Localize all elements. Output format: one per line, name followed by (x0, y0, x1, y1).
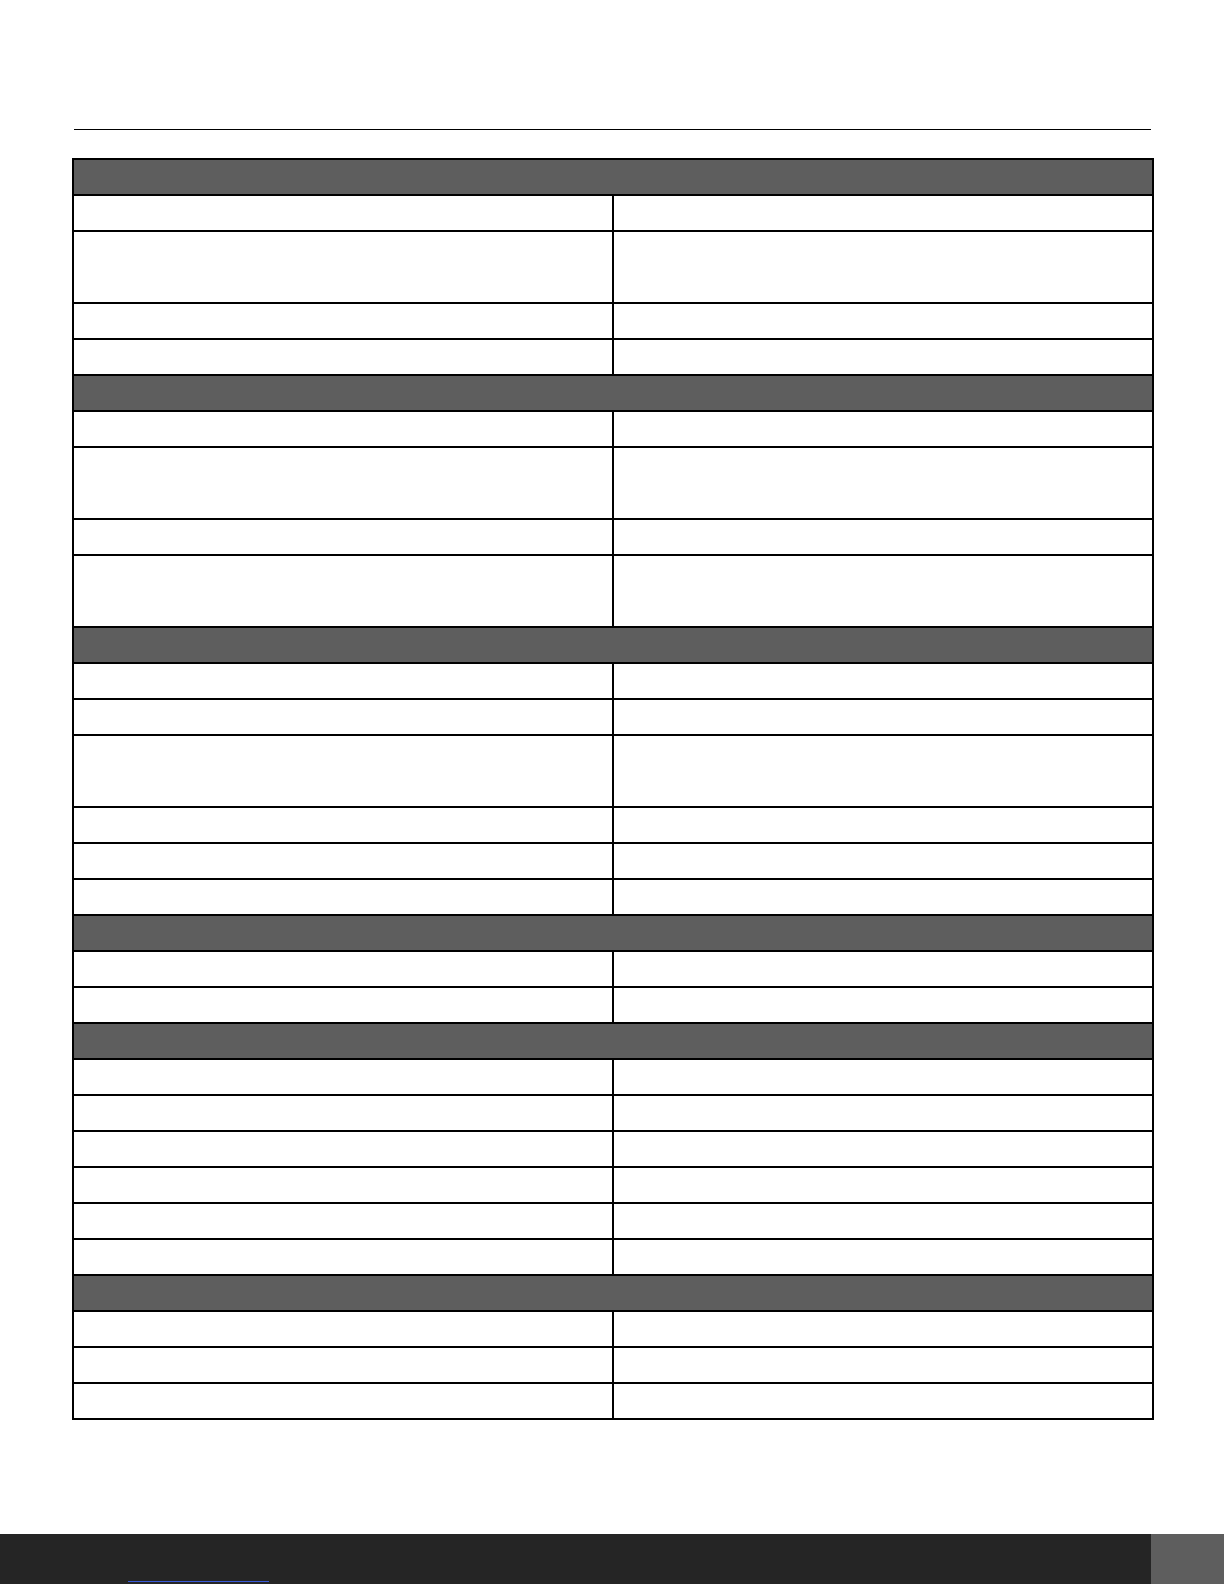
form-row (73, 1347, 1153, 1383)
section-title (73, 627, 1153, 663)
field-value[interactable] (613, 1347, 1153, 1383)
section-header (73, 1275, 1153, 1311)
section-title (73, 375, 1153, 411)
field-value[interactable] (613, 1095, 1153, 1131)
field-value[interactable] (613, 1167, 1153, 1203)
field-label (73, 735, 613, 807)
field-label (73, 519, 613, 555)
form-table (72, 158, 1154, 1420)
title-divider (74, 129, 1151, 130)
field-value[interactable] (613, 987, 1153, 1023)
page-footer (0, 1534, 1224, 1584)
field-label (73, 879, 613, 915)
form-row (73, 1311, 1153, 1347)
form-row (73, 879, 1153, 915)
form-row (73, 519, 1153, 555)
field-label (73, 195, 613, 231)
field-value[interactable] (613, 699, 1153, 735)
section-header (73, 1023, 1153, 1059)
field-value[interactable] (613, 1383, 1153, 1419)
form-row (73, 699, 1153, 735)
field-value[interactable] (613, 519, 1153, 555)
field-label (73, 555, 613, 627)
section-title (73, 1023, 1153, 1059)
form-row (73, 951, 1153, 987)
field-value[interactable] (613, 879, 1153, 915)
field-label (73, 1203, 613, 1239)
field-label (73, 1311, 613, 1347)
field-label (73, 807, 613, 843)
field-label (73, 1239, 613, 1275)
form-row (73, 807, 1153, 843)
field-label (73, 411, 613, 447)
form-row (73, 555, 1153, 627)
form-row (73, 303, 1153, 339)
field-value[interactable] (613, 843, 1153, 879)
field-value[interactable] (613, 663, 1153, 699)
form-row (73, 1095, 1153, 1131)
field-label (73, 231, 613, 303)
field-value[interactable] (613, 447, 1153, 519)
field-value[interactable] (613, 807, 1153, 843)
form-row (73, 987, 1153, 1023)
field-label (73, 1095, 613, 1131)
section-title (73, 915, 1153, 951)
form-row (73, 663, 1153, 699)
field-label (73, 303, 613, 339)
field-label (73, 1167, 613, 1203)
form-row (73, 1131, 1153, 1167)
field-label (73, 843, 613, 879)
page-number-tab (1151, 1534, 1224, 1584)
section-header (73, 375, 1153, 411)
field-value[interactable] (613, 735, 1153, 807)
field-value[interactable] (613, 951, 1153, 987)
field-label (73, 1347, 613, 1383)
form-row (73, 735, 1153, 807)
form-row (73, 1167, 1153, 1203)
form-row (73, 843, 1153, 879)
field-value[interactable] (613, 195, 1153, 231)
form-row (73, 447, 1153, 519)
field-label (73, 987, 613, 1023)
field-label (73, 699, 613, 735)
form-row (73, 195, 1153, 231)
footer-link[interactable] (128, 1581, 269, 1582)
form-row (73, 231, 1153, 303)
form-row (73, 1239, 1153, 1275)
field-value[interactable] (613, 1203, 1153, 1239)
field-label (73, 447, 613, 519)
field-label (73, 663, 613, 699)
section-title (73, 159, 1153, 195)
section-title (73, 1275, 1153, 1311)
field-value[interactable] (613, 1311, 1153, 1347)
field-value[interactable] (613, 1059, 1153, 1095)
field-label (73, 339, 613, 375)
field-label (73, 951, 613, 987)
field-value[interactable] (613, 303, 1153, 339)
field-value[interactable] (613, 555, 1153, 627)
field-label (73, 1059, 613, 1095)
form-row (73, 339, 1153, 375)
field-value[interactable] (613, 1239, 1153, 1275)
section-header (73, 627, 1153, 663)
field-value[interactable] (613, 231, 1153, 303)
field-label (73, 1131, 613, 1167)
form-table-body (73, 159, 1153, 1419)
section-header (73, 915, 1153, 951)
form-row (73, 1203, 1153, 1239)
field-value[interactable] (613, 411, 1153, 447)
section-header (73, 159, 1153, 195)
form-row (73, 411, 1153, 447)
form-row (73, 1059, 1153, 1095)
form-row (73, 1383, 1153, 1419)
field-value[interactable] (613, 1131, 1153, 1167)
field-value[interactable] (613, 339, 1153, 375)
field-label (73, 1383, 613, 1419)
